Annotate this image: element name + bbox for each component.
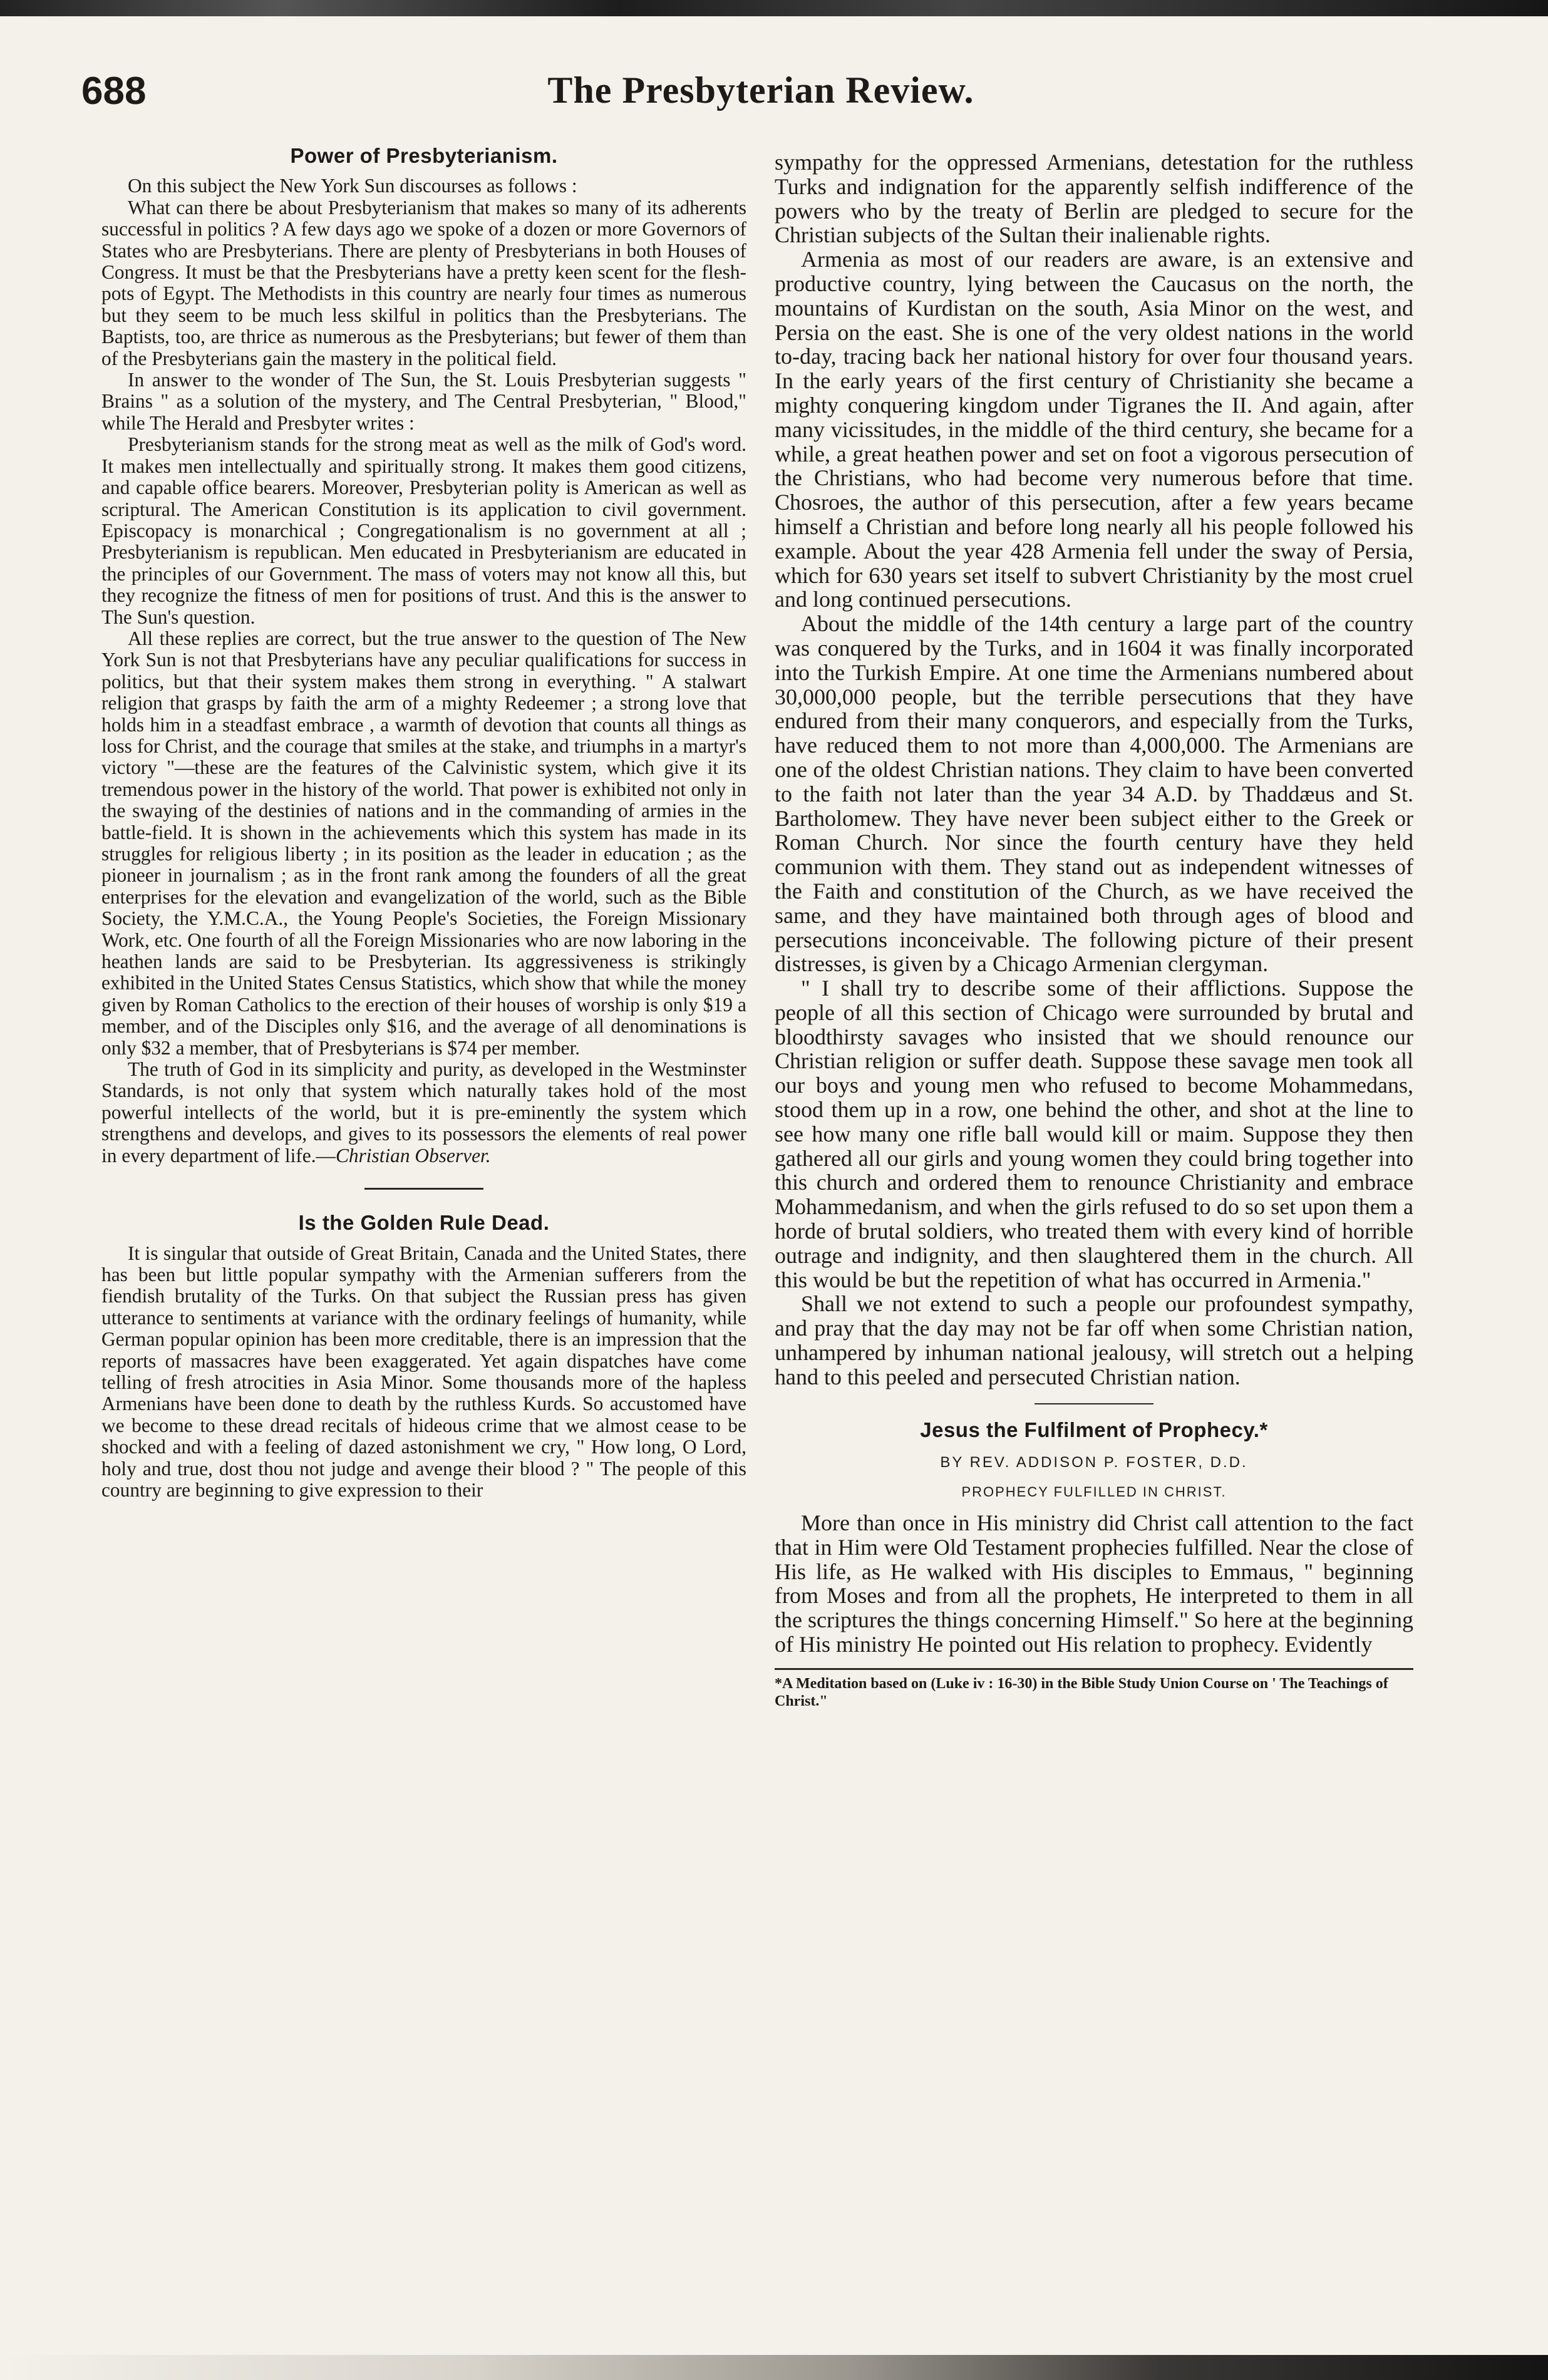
paragraph: Shall we not extend to such a people our profoundest sympathy, and pray that the day may not be far off when some Christian nation, unhampered by inhuman national jealousy, will stretch out a helping hand to this peeled and persecuted Christian nation.	[775, 1291, 1413, 1389]
running-header	[81, 69, 1428, 131]
paragraph: More than once in His ministry did Christ call attention to the fact that in Him were Old Testament prophecies fulfilled. Near the close of His life, as He walked with His disciples to Emmaus, " beginning from Moses and from all the prophets, He interpreted to them in all the scriptures the things concerning Himself." So here at the beginning of His ministry He pointed out His relation to prophecy. Evidently	[775, 1510, 1413, 1657]
journal-title: The Presbyterian Review.	[547, 70, 974, 111]
quoted-paragraph: Presbyterianism stands for the strong meat as well as the milk of God's word. It makes men intellectually and spiritually strong. It makes them good citizens, and capable office bearers. Moreover, Presbyterian polity is American as well as scriptural. The American Constitution is its application to civil government. Episcopacy is monarchical ; Congregationalism is no government at all ; Presbyterianism is republican. Men educated in Presbyterianism are educated in the principles of our Government. The mass of voters may not know all this, but they recognize the fitness of men for positions of trust. And this is the answer to The Sun's question.	[101, 433, 746, 628]
section-divider	[1035, 1403, 1153, 1404]
paragraph: About the middle of the 14th century a large part of the country was conquered by the Turks, and in 1604 it was finally incorporated into the Turkish Empire. At one time the Armenians numbered about 30,000,000 people, but the terrible persecutions that they have endured from their many conquerors, and especially from the Turks, have reduced them to not more than 4,000,000. The Armenians are one of the oldest Christian nations. They claim to have been converted to the faith not later than the year 34 A.D. by Thaddæus and St. Bartholomew. They have never been subject either to the Greek or Roman Church. Nor since the fourth century have they held communion with them. They stand out as independent witnesses of the Faith and constitution of the Church, as we have received the same, and they have maintained both through ages of blood and persecutions inconceivable. The following picture of their present distresses, is given by a Chicago Armenian clergyman.	[775, 611, 1413, 977]
right-column	[775, 150, 1413, 1710]
quoted-paragraph: What can there be about Presbyterianism that makes so many of its adherents successful in politics ? A few days ago we spoke of a dozen or more Governors of States who are Presbyterians. There are plenty of Presbyterians in both Houses of Congress. It must be that the Presbyterians have a pretty keen scent for the flesh-pots of Egypt. The Methodists in this country are nearly four times as numerous but they seem to be much less skilful in politics than the Presbyterians. The Baptists, too, are thrice as numerous as the Presbyterians; but fewer of them than of the Presbyterians gain the mastery in the political field.	[101, 196, 746, 369]
article-title-golden-rule: Is the Golden Rule Dead.	[298, 1211, 550, 1235]
subheading: PROPHECY FULFILLED IN CHRIST.	[961, 1484, 1227, 1500]
quoted-paragraph: " I shall try to describe some of their afflictions. Suppose the people of all this section of Chicago were surrounded by brutal and bloodthirsty savages who insisted that we should renounce our Christian religion or suffer death. Suppose these savage men took all our boys and young men who refused to become Mohammedans, stood them up in a row, one behind the other, and shot at the line to see how many one rifle ball would kill or maim. Suppose they then gathered all our girls and young women they could bring together into this church and ordered them to renounce Christianity and embrace Mohammedanism, and when the girls refused to do so set upon them a horde of brutal soldiers, who treated them with every kind of horrible outrage and indignity, and then slaughtered them in the church. All this would be but the repetition of what has occurred in Armenia."	[775, 976, 1413, 1292]
paragraph: Armenia as most of our readers are aware, is an extensive and productive country, lying between the Caucasus on the north, the mountains of Kurdistan on the south, Asia Minor on the west, and Persia on the east. She is one of the very oldest nations in the world to-day, tracing back her national history for over four thousand years. In the early years of the first century of Christianity she became a mighty conquering kingdom under Tigranes the II. And again, after many vicissitudes, in the middle of the third century, she became for a while, a great heathen power and set on foot a vigorous persecution of the Christians, who had become very numerous before that time. Chosroes, the author of this persecution, after a few years became himself a Christian and before long nearly all his people followed his example. About the year 428 Armenia fell under the sway of Persia, which for 630 years set itself to subvert Christianity by the most cruel and long continued persecutions.	[775, 247, 1413, 612]
continued-paragraph: sympathy for the oppressed Armenians, detestation for the ruthless Turks and indignation for the apparently selfish indifference of the powers who by the treaty of Berlin are pledged to secure for the Christian subjects of the Sultan their inalienable rights.	[775, 150, 1413, 248]
paragraph: All these replies are correct, but the true answer to the question of The New York Sun is not that Presbyterians have any peculiar qualifications for success in politics, but that their system makes them strong in everything. " A stalwart religion that grasps by faith the arm of a mighty Redeemer ; a strong love that holds him in a steadfast embrace , a warmth of devotion that counts all things as loss for Christ, and the courage that smiles at the stake, and triumphs in a martyr's victory "—these are the features of the Calvinistic system, which give it its tremendous power in the history of the world. That power is exhibited not only in the swaying of the destinies of nations and in the commanding of armies in the battle-field. It is shown in the achievements which this system has made in its struggles for religious liberty ; in its position as the leader in education ; as the pioneer in journalism ; as in the front rank among the founders of all the great enterprises for the elevation and evangelization of the world, such as the Bible Society, the Y.M.C.A., the Young People's Societies, the Foreign Missionary Work, etc. One fourth of all the Foreign Missionaries who are now laboring in the heathen lands are said to be Presbyterian. Its aggressiveness is strikingly exhibited in the United States Census Statistics, which show that while the money given by Roman Catholics to the erection of their houses of worship is only $19 a member, and of the Disciples only $16, and the average of all denominations is only $32 a member, that of Presbyterians is $74 per member.	[101, 627, 746, 1059]
paragraph-text: The truth of God in its simplicity and purity, as developed in the Westminster Standards, is not only that system which naturally takes hold of the most powerful intellects of the world, but it is pre-eminently the system which strengthens and develops, and gives to its possessors the elements of real power in every department of life.—	[101, 1058, 746, 1167]
left-column	[101, 145, 746, 1501]
article-title-power-of-presbyterianism: Power of Presbyterianism.	[290, 144, 558, 167]
scan-edge-bottom	[0, 2355, 1548, 2380]
byline: BY REV. ADDISON P. FOSTER, D.D.	[940, 1454, 1248, 1471]
page-number: 688	[81, 70, 147, 113]
paragraph: In answer to the wonder of The Sun, the St. Louis Presbyterian suggests " Brains " as a solution of the mystery, and The Central Presbyterian, " Blood," while The Herald and Presbyter writes :	[101, 369, 746, 434]
article-title-jesus-fulfilment: Jesus the Fulfilment of Prophecy.*	[920, 1418, 1268, 1441]
footnote: *A Meditation based on (Luke iv : 16-30) in the Bible Study Union Course on ' The Teachings of Christ."	[775, 1668, 1413, 1710]
paragraph: It is singular that outside of Great Britain, Canada and the United States, there has been but little popular sympathy with the Armenian sufferers from the fiendish brutality of the Turks. On that subject the Russian press has given utterance to sentiments at variance with the ordinary feelings of humanity, while German popular opinion has been more creditable, there is an impression that the reports of massacres have been exaggerated. Yet again dispatches have come telling of fresh atrocities in Asia Minor. Some thousands more of the hapless Armenians have been done to death by the ruthless Kurds. So accustomed have we become to these dread recitals of hideous crime that we almost cease to be shocked and with a feeling of dazed astonishment we cry, " How long, O Lord, holy and true, dost thou not judge and avenge their blood ? " The people of this country are beginning to give expression to their	[101, 1242, 746, 1501]
section-divider	[364, 1188, 483, 1190]
paragraph: On this subject the New York Sun discourses as follows :	[128, 175, 577, 197]
source-attribution: Christian Observer.	[335, 1144, 491, 1167]
paragraph	[101, 1059, 746, 1167]
scan-edge-top	[0, 0, 1548, 16]
